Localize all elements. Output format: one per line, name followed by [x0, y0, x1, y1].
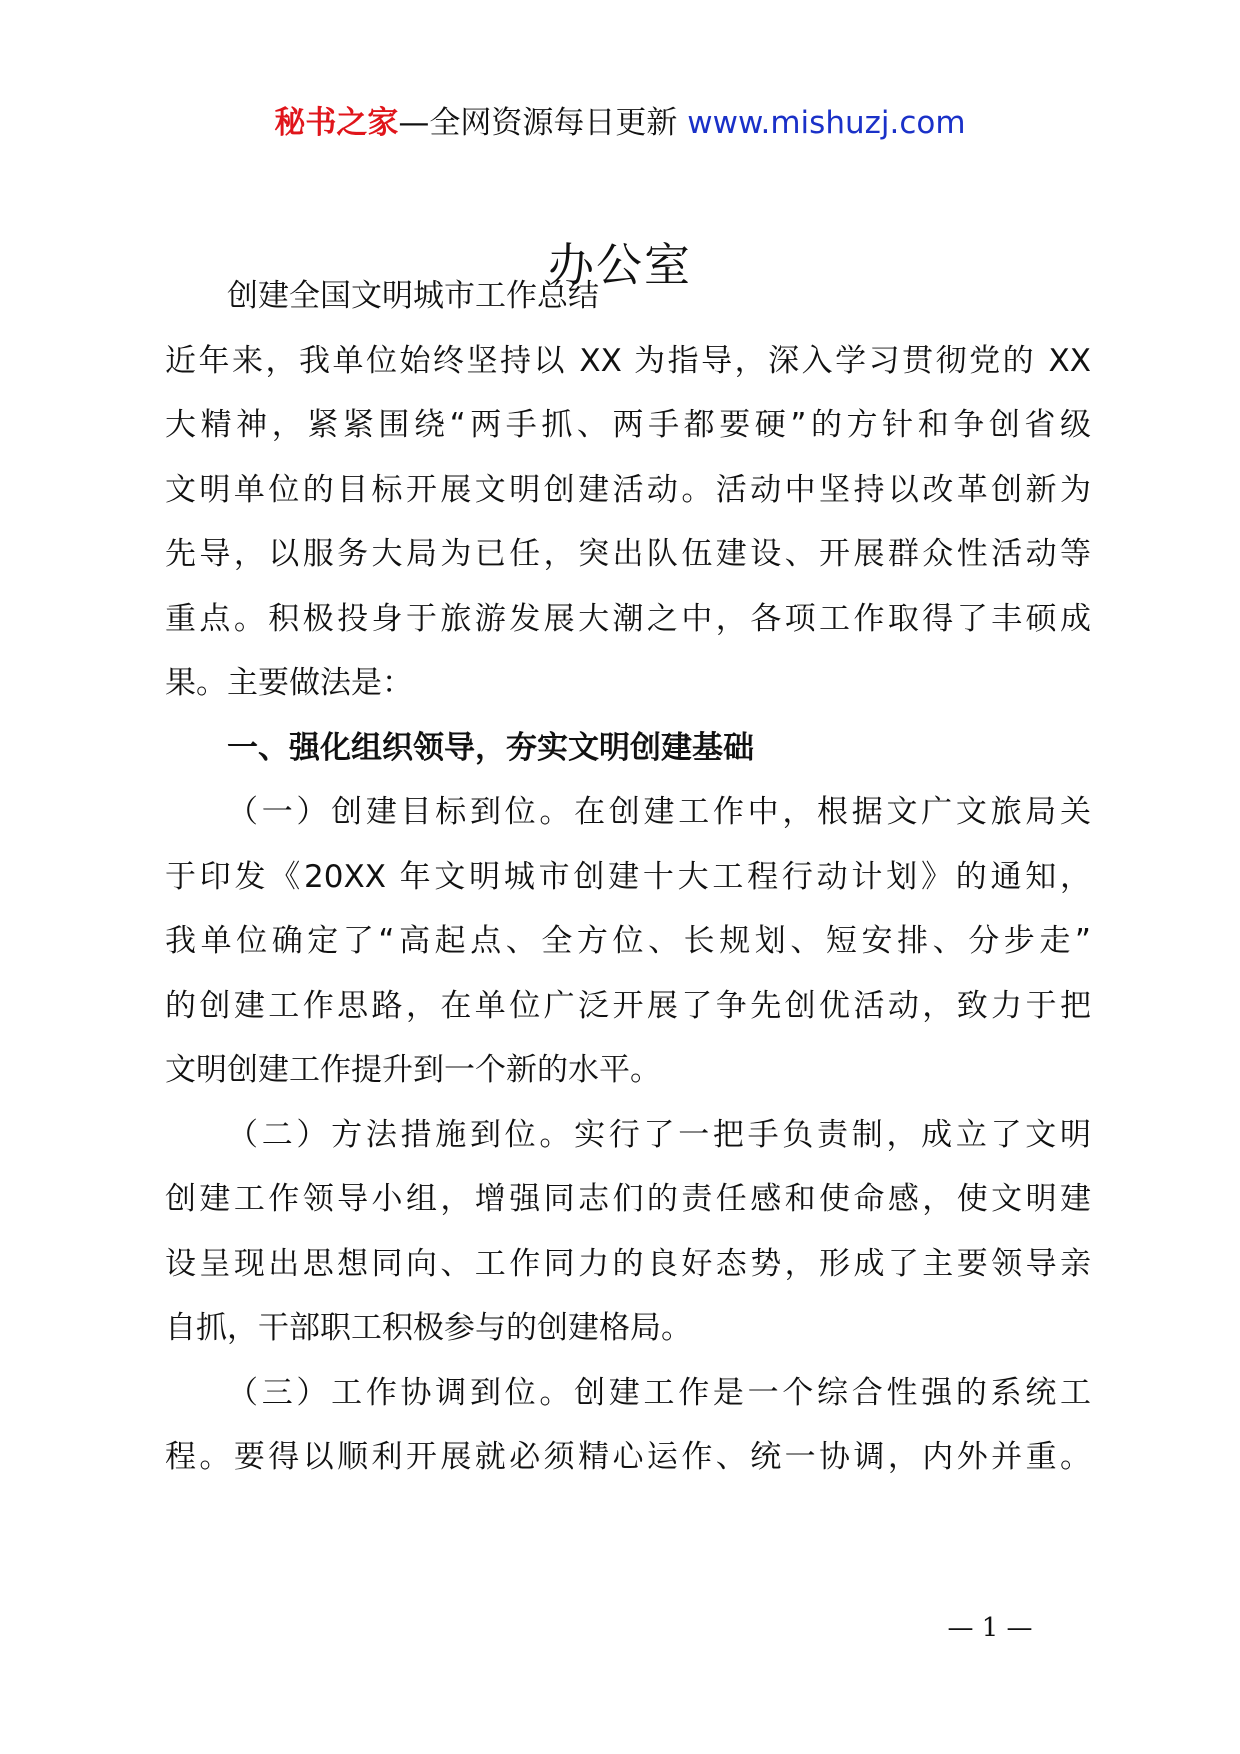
- section-heading: 一、强化组织领导，夯实文明创建基础: [227, 729, 754, 766]
- text-line: 我单位确定了“高起点、全方位、长规划、短安排、分步走”: [165, 923, 1091, 959]
- text-line: 于印发《20XX 年文明城市创建十大工程行动计划》的通知，: [165, 858, 1091, 895]
- document-title: 办公室: [548, 238, 692, 292]
- text-line: 自抓，干部职工积极参与的创建格局。: [165, 1310, 692, 1346]
- site-header: [0, 98, 1240, 148]
- paragraph-2: [165, 1103, 1091, 1361]
- text-line: 的创建工作思路，在单位广泛开展了争先创优活动，致力于把: [165, 987, 1091, 1024]
- text-line: 文明单位的目标开展文明创建活动。活动中坚持以改革创新为: [165, 471, 1091, 508]
- paragraph-1: [165, 780, 1091, 1103]
- text-line: （三）工作协调到位。创建工作是一个综合性强的系统工: [227, 1374, 1091, 1411]
- text-line: 果。主要做法是：: [165, 665, 413, 701]
- document-subtitle: 创建全国文明城市工作总结: [227, 278, 599, 314]
- text-line: （一）创建目标到位。在创建工作中，根据文广文旅局关: [227, 794, 1091, 830]
- text-line: 程。要得以顺利开展就必须精心运作、统一协调，内外并重。: [165, 1439, 1091, 1475]
- text-line: 近年来，我单位始终坚持以 XX 为指导，深入学习贯彻党的 XX: [165, 342, 1091, 379]
- document-body: [165, 264, 1091, 1490]
- text-line: （二）方法措施到位。实行了一把手负责制，成立了文明: [227, 1116, 1091, 1153]
- site-url[interactable]: www.mishuzj.com: [687, 105, 966, 141]
- intro-paragraph: [165, 329, 1091, 716]
- page-number: — 1 —: [947, 1613, 1033, 1643]
- text-line: 先导，以服务大局为已任，突出队伍建设、开展群众性活动等: [165, 536, 1091, 572]
- paragraph-3: [165, 1361, 1091, 1490]
- text-line: 设呈现出思想同向、工作同力的良好态势，形成了主要领导亲: [165, 1245, 1091, 1282]
- text-line: 大精神，紧紧围绕“两手抓、两手都要硬”的方针和争创省级: [165, 407, 1091, 443]
- text-line: 创建工作领导小组，增强同志们的责任感和使命感，使文明建: [165, 1181, 1091, 1217]
- site-tagline: —全网资源每日更新: [398, 105, 678, 141]
- site-brand: 秘书之家: [274, 105, 399, 141]
- text-line: 重点。积极投身于旅游发展大潮之中，各项工作取得了丰硕成: [165, 600, 1091, 637]
- text-line: 文明创建工作提升到一个新的水平。: [165, 1052, 661, 1088]
